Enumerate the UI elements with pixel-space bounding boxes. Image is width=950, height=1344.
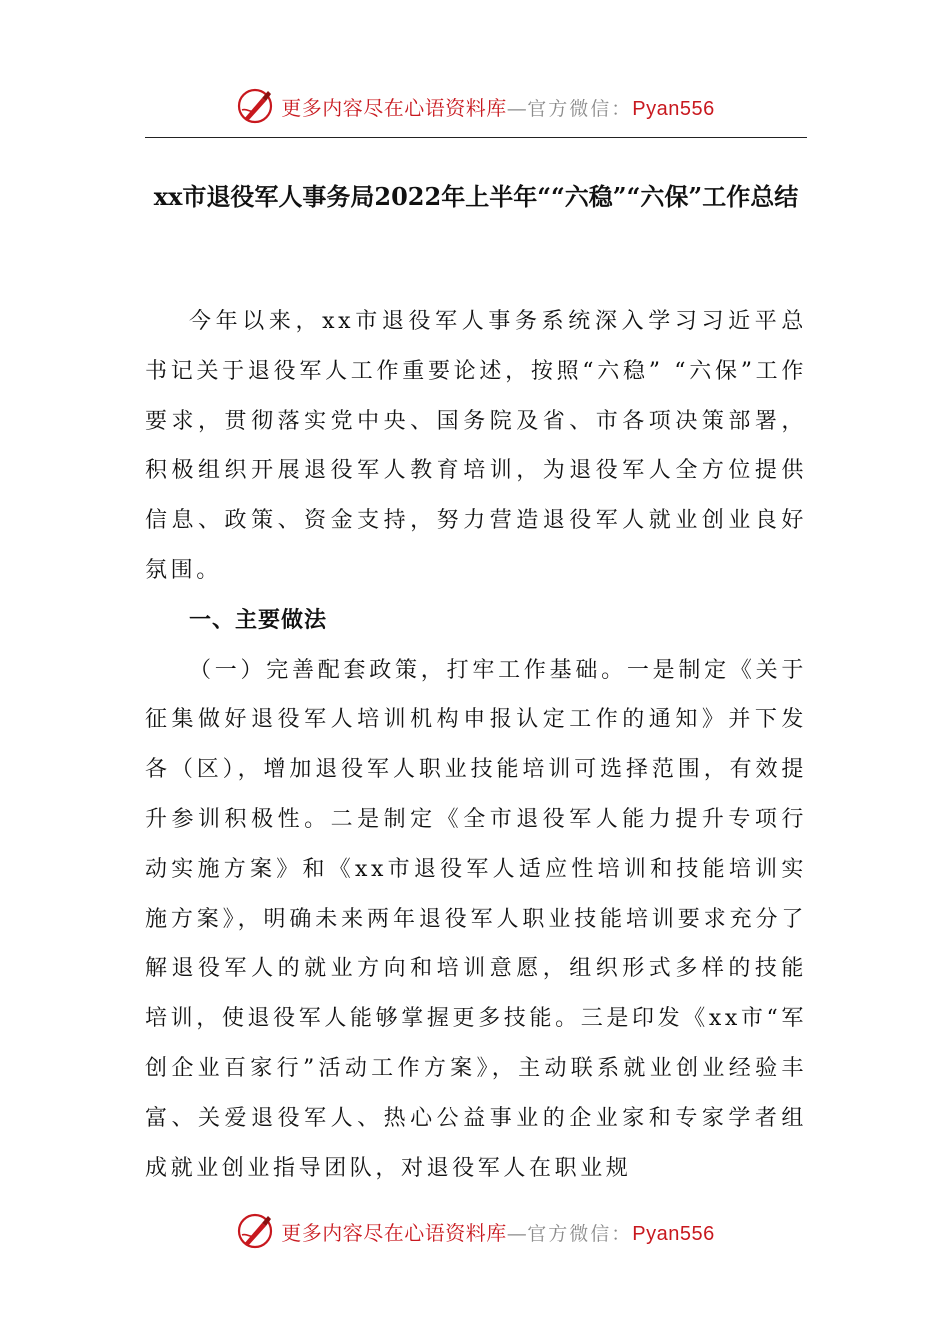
pen-logo-icon [235,86,275,126]
banner-main-text: 更多内容尽在心语资料库 [281,1220,507,1245]
banner-wechat-id: Pyan556 [632,1222,715,1245]
header-watermark-banner [0,80,950,132]
banner-official-label: 官方微信： [527,97,633,120]
banner-official-label: 官方微信： [527,1222,633,1245]
banner-separator: — [506,1220,528,1245]
intro-paragraph: 今年以来，xx市退役军人事务系统深入学习习近平总书记关于退役军人工作重要论述，按照“六稳” “六保”工作要求，贯彻落实党中央、国务院及省、市各项决策部署，积极组织开展退役军人教育培训，为退役军人全方位提供信息、政策、资金支持，努力营造退役军人就业创业良好氛围。 [145,309,807,583]
document-body [145,297,807,1193]
body-paragraph: （一）完善配套政策，打牢工作基础。一是制定《关于征集做好退役军人培训机构申报认定工作的通知》并下发各（区），增加退役军人职业技能培训可选择范围，有效提升参训积极性。二是制定《全市退役军人能力提升专项行动实施方案》和《xx市退役军人适应性培训和技能培训实施方案》，明确未来两年退役军人职业技能培训要求充分了解退役军人的就业方向和培训意愿，组织形式多样的技能培训，使退役军人能够掌握更多技能。三是印发《xx市“军创企业百家行”活动工作方案》，主动联系就业创业经验丰富、关爱退役军人、热心公益事业的企业家和专家学者组成就业创业指导团队，对退役军人在职业规 [145,657,807,1181]
banner-main-text: 更多内容尽在心语资料库 [281,95,507,120]
banner-separator: — [506,95,528,120]
section-heading: 一、主要做法 [189,606,328,633]
header-rule [145,137,807,138]
pen-logo-icon [235,1211,275,1251]
document-title: xx市退役军人事务局2022年上半年““六稳”“六保”工作总结 [153,182,799,211]
banner-wechat-id: Pyan556 [632,97,715,120]
footer-watermark-banner [0,1205,950,1257]
